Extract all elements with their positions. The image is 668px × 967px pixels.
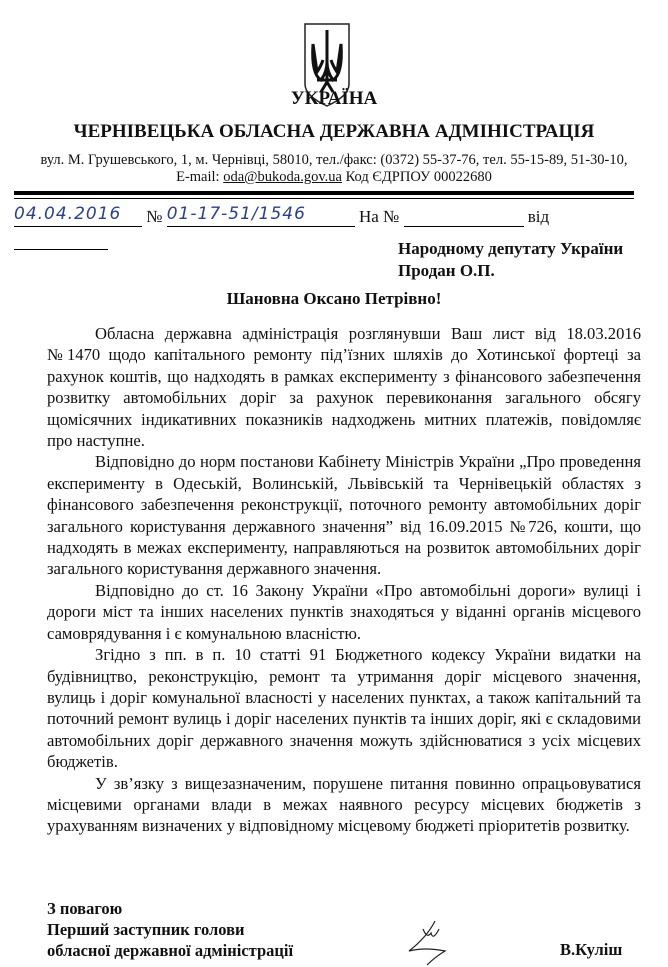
signer-position: Перший заступник голови [47,920,245,939]
greeting: Шановна Оксано Петрівно! [226,289,442,308]
regards: З повагою [47,899,123,918]
reply-date-field [14,227,108,250]
paragraph: Обласна державна адміністрація розглянувши Ваш лист від 18.03.2016 №1470 щодо капітального ремонту під’їзних шляхів до Хотинської фортеці за рахунок коштів, що надходять в рамках експерименту з фінансового забезпечення розвитку автомобільних доріг за рахунок перевиконання загального обсягу щомісячних індикативних показників надходжень митних платежів, повідомляє про наступне. [47,324,641,451]
paragraph: Згідно з пп. в п. 10 статті 91 Бюджетного кодексу України видатки на будівництво, реконструкцію, ремонт та утримання доріг місцевого значення, вулиць і доріг комунальної власності у населених пунктах, а також капітальний та поточний ремонт вулиць і доріг населених пунктів та інших доріг, які є складовими автомобільних доріг державного значення можуть здійснюватися з усіх місцевих бюджетів. [47,645,641,772]
header-divider-thin [14,198,634,199]
from-label: від [527,207,550,226]
closing-block [47,898,293,961]
organization-name: ЧЕРНІВЕЦЬКА ОБЛАСНА ДЕРЖАВНА АДМІНІСТРАЦІЯ [73,121,595,142]
paragraph: Відповідно до норм постанови Кабінету Міністрів України „Про проведення експерименту в Одеській, Волинській, Львівській та Чернівецькій областях з фінансового забезпечення реконструкції, поточного ремонту автомобільних доріг загального користування державного значення” від 16.09.2015 №726, кошти, що надходять в межах експерименту, направляються на розвиток автомобільних доріг загального користування державного значення. [47,452,641,579]
date-field [14,204,142,227]
paragraph: Відповідно до ст. 16 Закону України «Про автомобільні дороги» вулиці і дороги міст та інших населених пунктів знаходяться у віданні органів місцевого самоврядування і є комунальною власністю. [47,580,641,643]
number-field [167,204,355,227]
paragraph: У зв’язку з вищезазначеним, порушене питання повинно опрацьовуватися місцевими органами влади в межах наявного ресурсу місцевих бюджетів з урахуванням визначених у відповідному місцевому бюджеті пріоритетів розвитку. [47,773,641,836]
edrpou-code: Код ЄДРПОУ 00022680 [345,169,492,185]
number-label: № [146,207,163,226]
contact-line [0,169,668,186]
address-line: вул. М. Грушевського, 1, м. Чернівці, 58010, тел./факс: (0372) 55-37-76, тел. 55-15-89, 51-30-10, [40,152,628,168]
email-link[interactable]: oda@bukoda.gov.ua [223,169,342,185]
reply-number-field [404,204,524,227]
address-block [0,152,668,186]
email-label: E-mail: [176,169,220,185]
outgoing-number: 01-17-51/1546 [166,204,306,224]
signer-organization: обласної державної адміністрації [47,941,294,960]
letter-body [47,323,641,837]
reference-line [14,204,639,228]
reply-label: На № [358,207,400,226]
signer-name: В.Куліш [560,940,623,959]
addressee-block [398,238,623,282]
handwritten-signature-icon [405,917,465,967]
header-divider-thick [14,191,634,195]
outgoing-date: 04.04.2016 [14,204,122,224]
country-name: УКРАЇНА [290,88,378,109]
addressee-name: Продан О.П. [398,261,495,280]
addressee-title: Народному депутату України [398,239,624,258]
